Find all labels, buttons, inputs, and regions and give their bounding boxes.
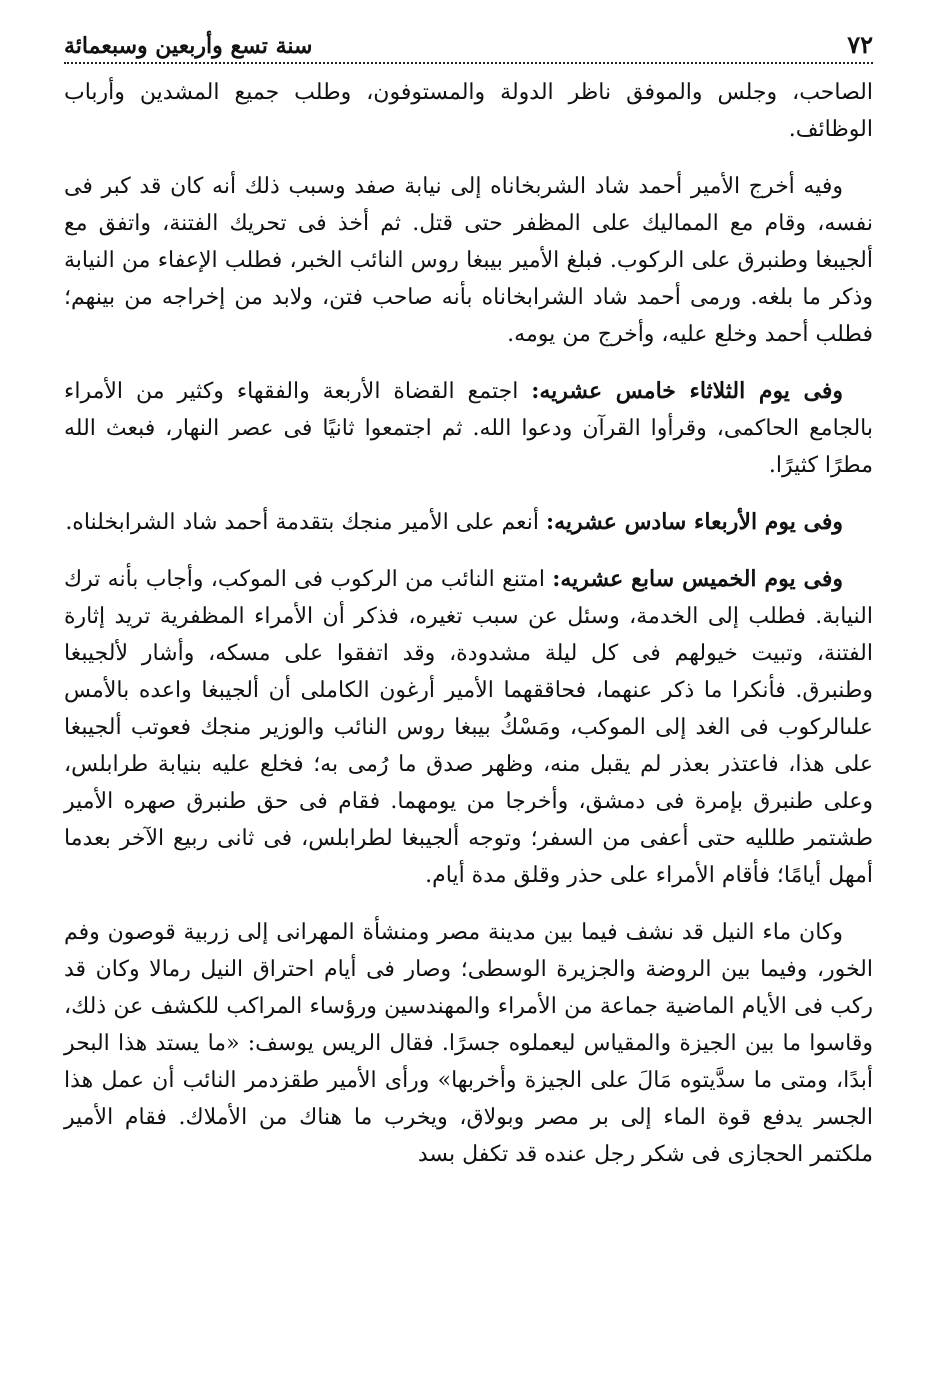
paragraph-text: وكان ماء النيل قد نشف فيما بين مدينة مصر ومنشأة المهرانى إلى زربية قوصون وفم الخور، وفيما بين الروضة والجزيرة الوسطى؛ وصار فى أيام احتراق النيل رمالا وكان قد ركب فى الأيام الماضية جماعة من الأمراء والمهندسين ورؤساء المراكب للكشف عن ذلك، وقاسوا ما بين الجيزة والمقياس ليعملوه جسرًا. فقال الريس يوسف: «ما يستد هذا البحر أبدًا، ومتى ما سدَّيتوه مَالَ على الجيزة وأخربها» ورأى الأمير طقزدمر النائب أن عمل هذا الجسر يدفع قوة الماء إلى بر مصر وبولاق، ويخرب ما هناك من الأملاك. فقام الأمير ملكتمر الحجازى فى شكر رجل عنده قد تكفل بسد (64, 920, 873, 1167)
paragraph (64, 914, 873, 1173)
paragraph (64, 504, 873, 541)
chapter-title: سنة تسع وأربعين وسبعمائة (64, 33, 313, 59)
paragraph (64, 74, 873, 148)
paragraph (64, 168, 873, 353)
paragraph-text: الصاحب، وجلس والموفق ناظر الدولة والمستوفون، وطلب جميع المشدين وأرباب الوظائف. (64, 80, 874, 142)
paragraph (64, 373, 873, 484)
running-header (64, 28, 873, 64)
paragraph-text: وفيه أخرج الأمير أحمد شاد الشربخاناه إلى نيابة صفد وسبب ذلك أنه كان قد كبر فى نفسه، وقام مع المماليك على المظفر حتى قتل. ثم أخذ فى تحريك الفتنة، واتفق مع ألجيبغا وطنبرق على الركوب. فبلغ الأمير بيبغا روس النائب الخبر، فطلب الإعفاء من النيابة وذكر ما بلغه. ورمى أحمد شاد الشرابخاناه بأنه صاحب فتن، ولابد من إخراجه من بينهم؛ فطلب أحمد وخلع عليه، وأخرج من يومه. (64, 174, 873, 347)
paragraph-lead: وفى يوم الخميس سابع عشريه: (552, 566, 844, 592)
paragraph (64, 561, 873, 894)
paragraph-text: أنعم على الأمير منجك بتقدمة أحمد شاد الشرابخلناه. (65, 510, 546, 535)
paragraph-lead: وفى يوم الأربعاء سادس عشريه: (545, 509, 843, 535)
paragraph-text: امتنع النائب من الركوب فى الموكب، وأجاب بأنه ترك النيابة. فطلب إلى الخدمة، وسئل عن سبب تغيره، فذكر أن الأمراء المظفرية تريد إثارة الفتنة، وتبيت خيولهم فى كل ليلة مشدودة، وقد اتفقوا على مسكه، وأشار لألجيبغا وطنبرق. فأنكرا ما ذكر عنهما، فحاققهما الأمير أرغون الكاملى أن ألجيبغا واعده بالأمس علىالركوب فى الغد إلى الموكب، ومَسْكُ بيبغا روس النائب والوزير منجك فعوتب ألجيبغا على هذا، فاعتذر بعذر لم يقبل منه، وظهر صدق ما رُمى به؛ فخلع عليه بنيابة طرابلس، وعلى طنبرق بإمرة فى دمشق، وأخرجا من يومهما. فقام فى حق طنبرق صهره الأمير طشتمر طلليه حتى أعفى من السفر؛ وتوجه ألجيبغا لطرابلس، فى ثانى ربيع الآخر بعدما أمهل أيامًا؛ فأقام الأمراء على حذر وقلق مدة أيام. (64, 567, 873, 888)
paragraph-lead: وفى يوم الثلاثاء خامس عشريه: (531, 378, 843, 404)
paragraph-text: اجتمع القضاة الأربعة والفقهاء وكثير من الأمراء بالجامع الحاكمى، وقرأوا القرآن ودعوا الله. ثم اجتمعوا ثانيًا فى عصر النهار، فبعث الله مطرًا كثيرًا. (64, 379, 873, 478)
page-number: ٧٢ (847, 30, 873, 59)
